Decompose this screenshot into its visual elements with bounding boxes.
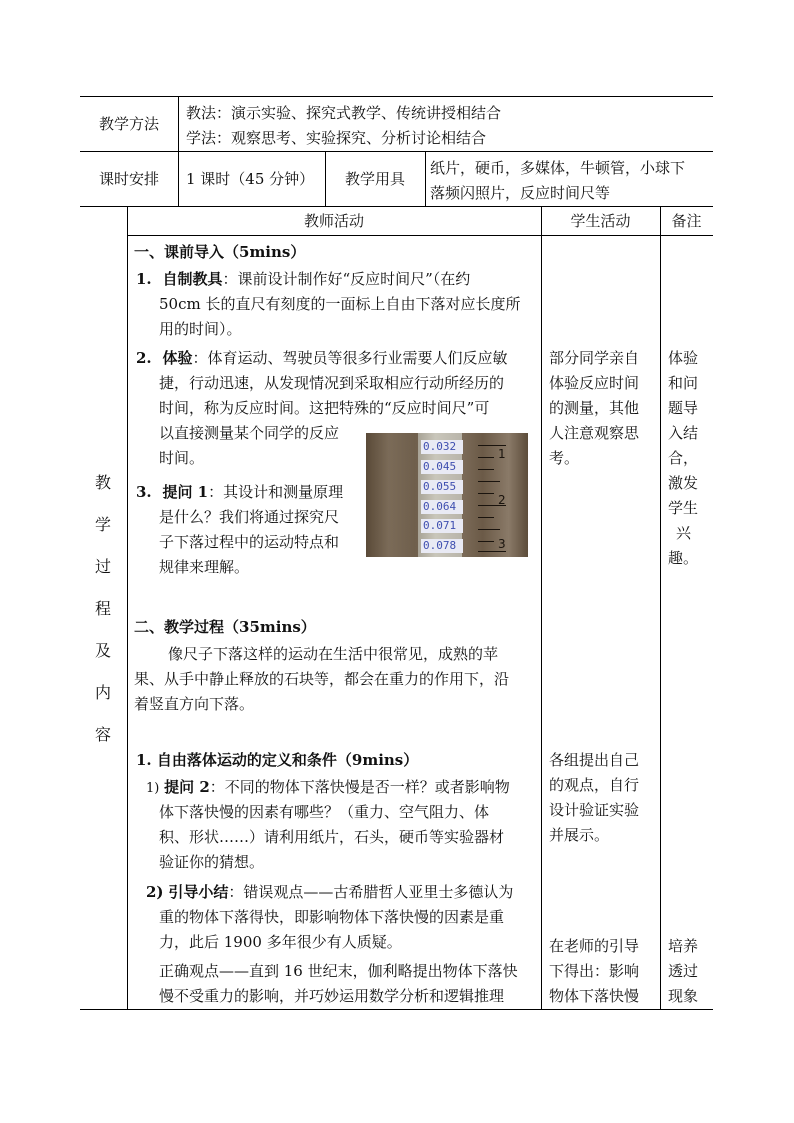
method-line-2: 学法：观察思考、实验探究、分析讨论相结合 [186,129,487,147]
photo-label: 0.045 [421,460,463,474]
remark-1-line: 学生 [668,499,699,517]
item-2-text: ：体育运动、驾驶员等很多行业需要人们反应敏 [192,349,508,367]
method-label: 教学方法 [98,115,159,133]
ruler-tick [478,551,506,552]
remark-1-line: 趣。 [668,549,699,567]
schedule-label: 课时安排 [98,170,159,188]
guide-line-4: 正确观点——直到 16 世纪末，伽利略提出物体下落快 [159,962,518,980]
side-char: 教 [94,473,111,492]
remark-2-line: 现象 [668,987,699,1005]
item-3-bold: 提问 1 [162,483,209,501]
table-bottom-border [80,1009,713,1010]
question-2-line-4: 验证你的猜想。 [159,853,265,871]
remark-1-line: 激发 [668,474,699,492]
question-2-text: ：不同的物体下落快慢是否一样？或者影响物 [209,778,510,796]
side-char: 学 [94,515,111,534]
ruler-tick [478,457,494,458]
student-activity-1-line: 考。 [549,449,580,467]
item-1-line-2: 50cm 长的直尺有刻度的一面标上自由下落对应长度所 [159,295,521,313]
guide-line-2: 重的物体下落得快，即影响物体下落快慢的因素是重 [159,908,505,926]
photo-label: 0.064 [421,500,463,514]
ruler-tick [478,517,494,518]
side-char: 及 [94,641,111,660]
part-1-title: 1. 自由落体运动的定义和条件（9mins） [136,751,419,769]
student-activity-2-line: 的观点，自行 [549,776,640,794]
method-line-1: 教法：演示实验、探究式教学、传统讲授相结合 [186,104,502,122]
col-header-student: 学生活动 [570,212,631,230]
item-1-line-3: 用的时间）。 [159,320,242,338]
student-activity-3-line: 下得出：影响 [549,962,640,980]
side-char: 过 [94,557,111,576]
remark-1-line: 体验 [668,349,699,367]
item-3-line-4: 规律来理解。 [159,558,250,576]
remark-1-line: 和问 [668,374,699,392]
item-3-text: ：其设计和测量原理 [208,483,344,501]
guide-text: ：错误观点——古希腊哲人亚里士多德认为 [228,883,514,901]
student-activity-1-line: 人注意观察思 [549,424,640,442]
section-2-line-3: 着竖直方向下落。 [134,695,255,713]
student-activity-2-line: 设计验证实验 [549,801,640,819]
col-divider [660,206,661,1009]
guide-line-5: 慢不受重力的影响，并巧妙运用数学分析和逻辑推理 [159,987,505,1005]
schedule-value: 1 课时（45 分钟） [186,170,315,188]
photo-label: 0.078 [421,539,463,553]
remark-2-line: 透过 [668,962,699,980]
side-label [92,462,114,756]
ruler-tick [478,493,494,494]
item-2-line-1 [136,346,507,371]
ruler-tick [478,469,494,470]
item-3-line-1 [136,480,343,505]
item-2-line-4: 以直接测量某个同学的反应 [159,424,340,442]
question-2-line-3: 积、形状……）请利用纸片，石头，硬币等实验器材 [159,828,505,846]
ruler-number: 2 [498,493,506,507]
side-char: 内 [94,683,111,702]
item-3-line-3: 子下落过程中的运动特点和 [159,533,340,551]
item-1-line-1 [136,267,470,292]
student-activity-1-line: 的测量，其他 [549,399,640,417]
student-activity-3-line: 物体下落快慢 [549,987,640,1005]
side-char: 容 [94,725,111,744]
student-activity-2-line: 各组提出自己 [549,751,640,769]
tools-label: 教学用具 [344,170,405,188]
remark-1-line: 合， [668,449,699,467]
photo-label: 0.071 [421,519,463,533]
section-2-line-1: 像尺子下落这样的运动在生活中很常见，成熟的苹 [168,645,499,663]
item-2-bold: 体验 [162,349,193,367]
guide-line-3: 力，此后 1900 多年很少有人质疑。 [159,933,402,951]
photo-label: 0.055 [421,480,463,494]
question-2-line-1 [146,775,510,802]
photo-label: 0.032 [421,440,463,454]
col-header-teacher: 教师活动 [303,212,364,230]
guide-bold: 引导小结 [168,883,229,901]
item-2-number: 2. [136,349,152,367]
item-3-line-2: 是什么？我们将通过探究尺 [159,508,340,526]
student-activity-1-line: 体验反应时间 [549,374,640,392]
item-2-line-5: 时间。 [159,449,205,467]
reaction-ruler-photo [366,433,528,557]
col-divider [425,151,426,206]
ruler-number: 1 [498,447,506,461]
item-2-line-2: 捷，行动迅速，从发现情况到采取相应行动所经历的 [159,374,505,392]
col-divider [178,96,179,206]
guide-line-1 [146,880,513,905]
col-header-remark: 备注 [671,212,702,230]
col-divider [127,206,128,1009]
ruler-tick [478,541,494,542]
remark-2-line: 培养 [668,937,699,955]
col-divider [541,206,542,1009]
remark-1-line: 题导 [668,399,699,417]
item-3-number: 3. [136,483,152,501]
question-2-number: 1) [146,781,160,796]
column-header-divider [127,235,713,236]
ruler-tick [478,445,506,446]
tools-line-2: 落频闪照片，反应时间尺等 [430,184,611,202]
student-activity-3-line: 在老师的引导 [549,937,640,955]
tools-line-1: 纸片，硬币，多媒体，牛顿管，小球下 [430,159,686,177]
ruler-tick [478,481,500,482]
student-activity-1-line: 部分同学亲自 [549,349,640,367]
remark-1-line: 入结 [668,424,699,442]
remark-1-line: 兴 [676,524,692,542]
section-2-title: 二、教学过程（35mins） [134,618,316,636]
section-1-title: 一、课前导入（5mins） [134,243,306,261]
guide-number: 2) [146,883,164,901]
ruler-tick [478,529,500,530]
side-char: 程 [94,599,111,618]
question-2-bold: 提问 2 [164,778,210,796]
section-2-line-2: 果、从手中静止释放的石块等，都会在重力的作用下，沿 [134,670,510,688]
item-1-text: ：课前设计制作好“反应时间尺”（在约 [222,270,471,288]
question-2-line-2: 体下落快慢的因素有哪些？（重力、空气阻力、体 [159,803,490,821]
item-1-bold: 自制教具 [162,270,223,288]
student-activity-2-line: 并展示。 [549,826,610,844]
ruler-number: 3 [498,537,506,551]
item-2-line-3: 时间，称为反应时间。这把特殊的“反应时间尺”可 [159,399,490,417]
item-1-number: 1. [136,270,152,288]
